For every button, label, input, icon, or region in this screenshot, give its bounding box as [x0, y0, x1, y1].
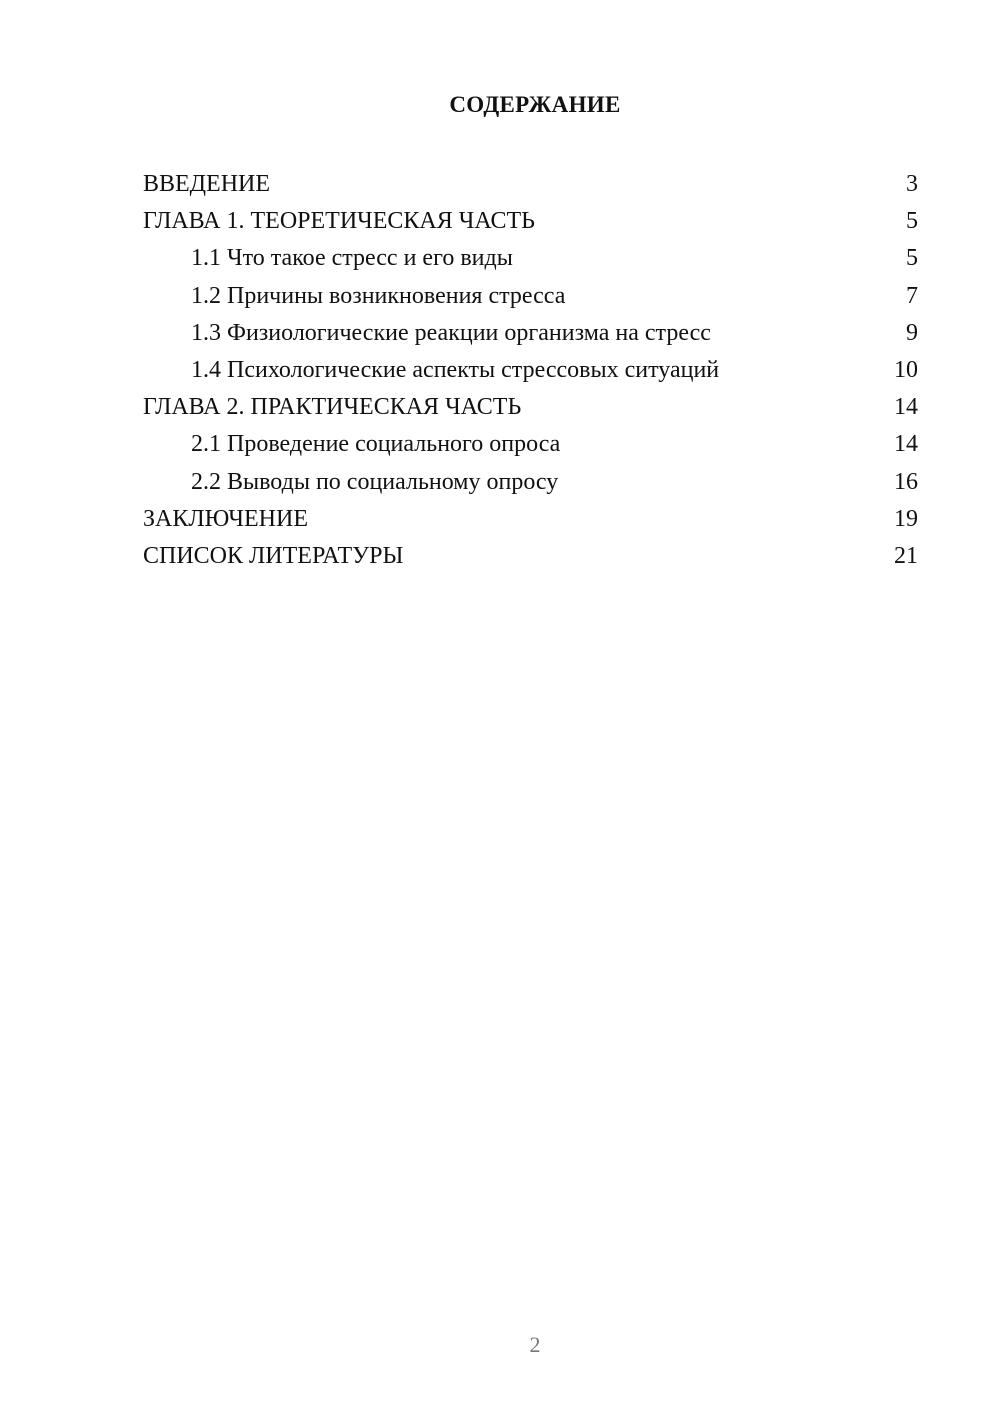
toc-entry-page: 14 [894, 431, 918, 458]
toc-entry-introduction [143, 166, 918, 203]
toc-entry-page: 16 [894, 468, 918, 495]
toc-entry-section-2-1 [143, 426, 918, 463]
toc-entry-label: ГЛАВА 1. ТЕОРЕТИЧЕСКАЯ ЧАСТЬ [143, 208, 535, 235]
toc-entry-page: 7 [906, 282, 918, 309]
toc-entry-page: 9 [906, 319, 918, 346]
toc-entry-page: 5 [906, 245, 918, 272]
toc-entry-label: 1.2 Причины возникновения стресса [191, 282, 566, 309]
toc-entry-page: 21 [894, 542, 918, 569]
toc-entry-page: 3 [906, 171, 918, 197]
toc-entry-label: ЗАКЛЮЧЕНИЕ [143, 505, 308, 532]
toc-entry-page: 10 [894, 356, 918, 383]
toc-entry-label: СПИСОК ЛИТЕРАТУРЫ [143, 542, 404, 569]
toc-entry-section-1-4 [143, 352, 918, 389]
toc-entry-chapter-2 [143, 389, 918, 426]
toc-entry-label: 1.3 Физиологические реакции организма на стресс [191, 319, 711, 346]
toc-entry-label: 2.2 Выводы по социальному опросу [191, 468, 559, 495]
toc-entry-label: 1.1 Что такое стресс и его виды [191, 245, 513, 272]
toc-entry-chapter-1 [143, 203, 918, 240]
page-number: 2 [529, 1332, 541, 1357]
toc-entry-label: 1.4 Психологические аспекты стрессовых ситуаций [191, 356, 720, 383]
toc-entry-label: ГЛАВА 2. ПРАКТИЧЕСКАЯ ЧАСТЬ [143, 394, 522, 421]
toc-entry-section-1-2 [143, 278, 918, 315]
toc-entry-bibliography [143, 538, 918, 575]
toc-entry-conclusion [143, 501, 918, 538]
page-title: СОДЕРЖАНИЕ [449, 92, 621, 117]
toc-entry-label: ВВЕДЕНИЕ [143, 171, 271, 197]
table-of-contents [143, 166, 918, 575]
toc-entry-label: 2.1 Проведение социального опроса [191, 431, 561, 458]
toc-entry-page: 14 [894, 394, 918, 421]
toc-entry-page: 19 [894, 505, 918, 532]
toc-entry-section-2-2 [143, 464, 918, 501]
toc-entry-page: 5 [906, 208, 918, 235]
toc-entry-section-1-3 [143, 315, 918, 352]
toc-entry-section-1-1 [143, 240, 918, 277]
